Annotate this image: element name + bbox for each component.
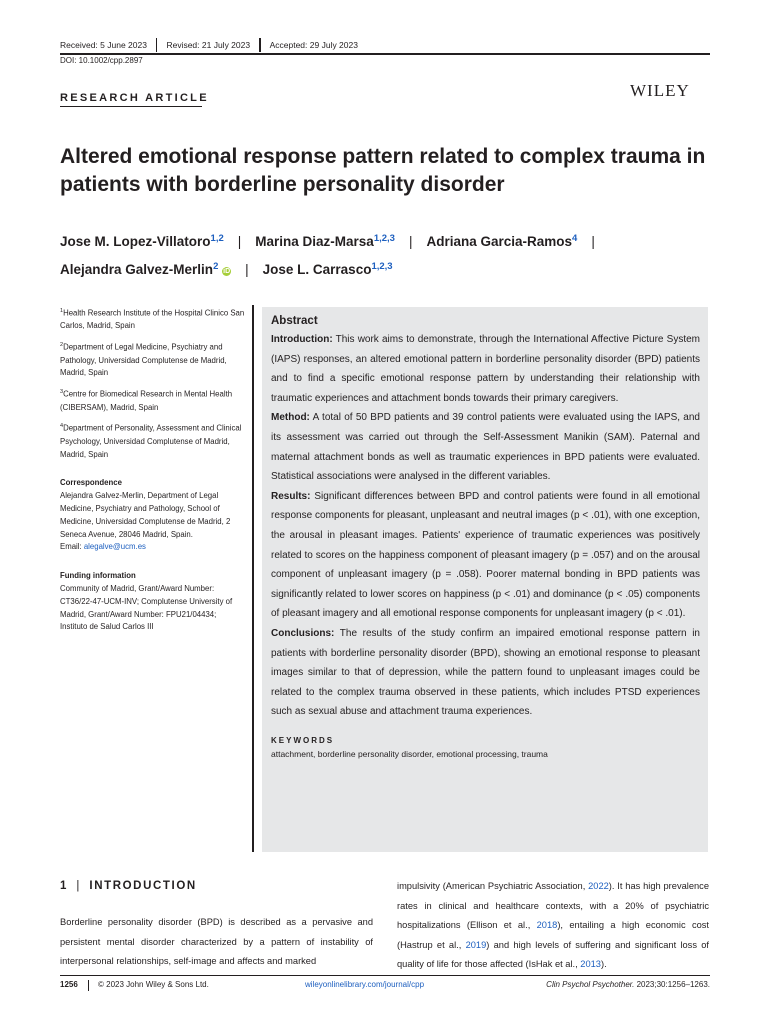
abstract-introduction: Introduction: This work aims to demonstrate, through the International Affective Picture System (IAPS) responses, an altered emotional pattern in borderline personality disorder (BPD) patients and to find a specific emotional response pattern by understanding their relationship with traumatic experiences and attachment bonds towards their primary caregivers. [271, 334, 700, 404]
abstract-results: Results: Significant differences between BPD and control patients were found in all emotional response components for pleasant, unpleasant and neutral images (p < .01), with one exception, the arousal in pleasant images. Patients' experience of traumatic experiences was positively related to scores on the happiness component of pleasant imagery (p = .057) and on the arousal component of unpleasant imagery (p = .058). Poorer maternal bonding in BPD patients was significantly related to lower scores on happiness (p < .01) and dominance (p < .05) components of pleasant imagery and all emotional response components for unpleasant imagery (p < .01). [271, 490, 701, 620]
journal-url-link[interactable]: wileyonlinelibrary.com/journal/cpp [305, 980, 425, 989]
author-list [60, 226, 720, 282]
abstract-box [262, 307, 708, 852]
section-title: INTRODUCTION [89, 880, 197, 892]
affiliation: $^2$Department of Legal Medicine, Psychiatry and Pathology, Universidad Complutense de Madrid, Madrid, Spain [60, 342, 227, 378]
section-heading [60, 880, 197, 892]
intro-text-left: Borderline personality disorder (BPD) is described as a pervasive and persistent mental disorder characterized by a pattern of instability of interpersonal relationships, self-image and affects and marked [60, 917, 373, 967]
author-name[interactable]: Alejandra Galvez-Merlin [60, 262, 214, 277]
accepted-date: Accepted: 29 July 2023 [269, 40, 358, 50]
article-type-underline [60, 106, 202, 107]
affiliation: $^1$Health Research Institute of the Hospital Clinico San Carlos, Madrid, Spain [60, 308, 245, 331]
correspondence-heading: Correspondence [60, 478, 122, 488]
citation-link[interactable]: 2018 [536, 920, 558, 931]
article-type: RESEARCH ARTICLE [60, 92, 209, 104]
keywords-heading: KEYWORDS [271, 735, 335, 745]
citation-link[interactable]: 2019 [465, 939, 487, 950]
section-separator: | [76, 880, 80, 892]
article-title: Altered emotional response pattern related to complex trauma in patients with borderline personality disorder [60, 145, 706, 196]
footer-rule [60, 975, 710, 976]
author-affiliation[interactable]: 4 [572, 233, 578, 244]
author-separator: | [408, 234, 413, 249]
author-affiliation[interactable]: 1,2,3 [371, 261, 393, 272]
doi: DOI: 10.1002/cpp.2897 [60, 56, 143, 65]
author-separator: | [245, 262, 249, 277]
citation-link[interactable]: 2013 [580, 959, 601, 970]
author-affiliation[interactable]: 2 [213, 261, 219, 272]
footer-divider [88, 980, 89, 991]
author-name[interactable]: Jose L. Carrasco [262, 262, 372, 277]
citation-link[interactable]: 2022 [588, 881, 609, 891]
author-name[interactable]: Adriana Garcia-Ramos [426, 234, 573, 249]
abstract-method: Method: A total of 50 BPD patients and 39 control patients were evaluated using the IAPS, and its assessment was carried out through the Self-Assessment Manikin (SAM). Paternal and maternal attachment bonds as well as traumatic experiences in BPD patients were evaluated. Statistical associations were analysed in the different variables. [271, 412, 700, 483]
author-name[interactable]: Jose M. Lopez-Villatoro [60, 234, 211, 249]
author-affiliation[interactable]: 1,2 [210, 233, 224, 244]
keywords-list: attachment, borderline personality disorder, emotional processing, trauma [271, 748, 548, 759]
abstract-heading: Abstract [271, 315, 318, 327]
received-date: Received: 5 June 2023 [60, 40, 147, 50]
journal-citation: Clin Psychol Psychother. 2023;30:1256–1263. [546, 980, 710, 989]
abstract-divider [252, 305, 254, 852]
intro-text-right: impulsivity (American Psychiatric Association, 2022). It has high prevalence rates in clinical and healthcare contexts, with a 20% of psychiatric hospitalizations (Ellison et al., 2018), entailing a high economic cost (Hastrup et al., 2019) and high levels of suffering and significant loss of quality of life for those affected (IsHak et al., 2013). [397, 881, 710, 970]
funding-heading: Funding information [60, 571, 136, 581]
author-separator: | [591, 234, 595, 249]
copyright: © 2023 John Wiley & Sons Ltd. [98, 980, 209, 989]
email-link[interactable]: alegalve@ucm.es [83, 542, 146, 552]
author-separator: | [237, 234, 242, 249]
sidebar-info [60, 305, 245, 640]
publisher-logo: WILEY [630, 81, 690, 100]
orcid-icon[interactable]: iD [223, 268, 231, 275]
funding-text: Community of Madrid, Grant/Award Number: CT36/22-47-UCM-INV; Complutense University of Madrid, Grant/Award Number: FPU21/04434; Instituto de Salud Carlos III [60, 583, 233, 632]
affiliation: $^4$Department of Personality, Assessment and Clinical Psychology, Universidad Complutense of Madrid, Madrid, Spain [60, 423, 242, 459]
author-name[interactable]: Marina Diaz-Marsa [255, 234, 374, 249]
correspondence-text: Alejandra Galvez-Merlin, Department of Legal Medicine, Psychiatry and Pathology, School of Medicine, Universidad Complutense de Madrid, 2 Seneca Avenue, 28046 Madrid, Spain. Email: alegalve@ucm.es [60, 491, 231, 552]
author-affiliation[interactable]: 1,2,3 [373, 233, 395, 244]
affiliation: $^3$Centre for Biomedical Research in Mental Health (CIBERSAM), Madrid, Spain [60, 389, 233, 412]
publication-dates [60, 38, 367, 52]
revised-date: Revised: 21 July 2023 [166, 40, 251, 50]
abstract-conclusions: Conclusions: The results of the study confirm an impaired emotional response pattern in patients with borderline personality disorder (BPD), showing an emotional response to pleasant images similar to that of depression, while the pattern found to unpleasant images could be related to the complex trauma observed in these patients, which includes PTSD experiences such as sexual abuse and attachment trauma experiences. [271, 627, 700, 718]
header-rule [60, 53, 710, 55]
section-number: 1 [60, 880, 67, 892]
page-number: 1256 [60, 980, 78, 989]
